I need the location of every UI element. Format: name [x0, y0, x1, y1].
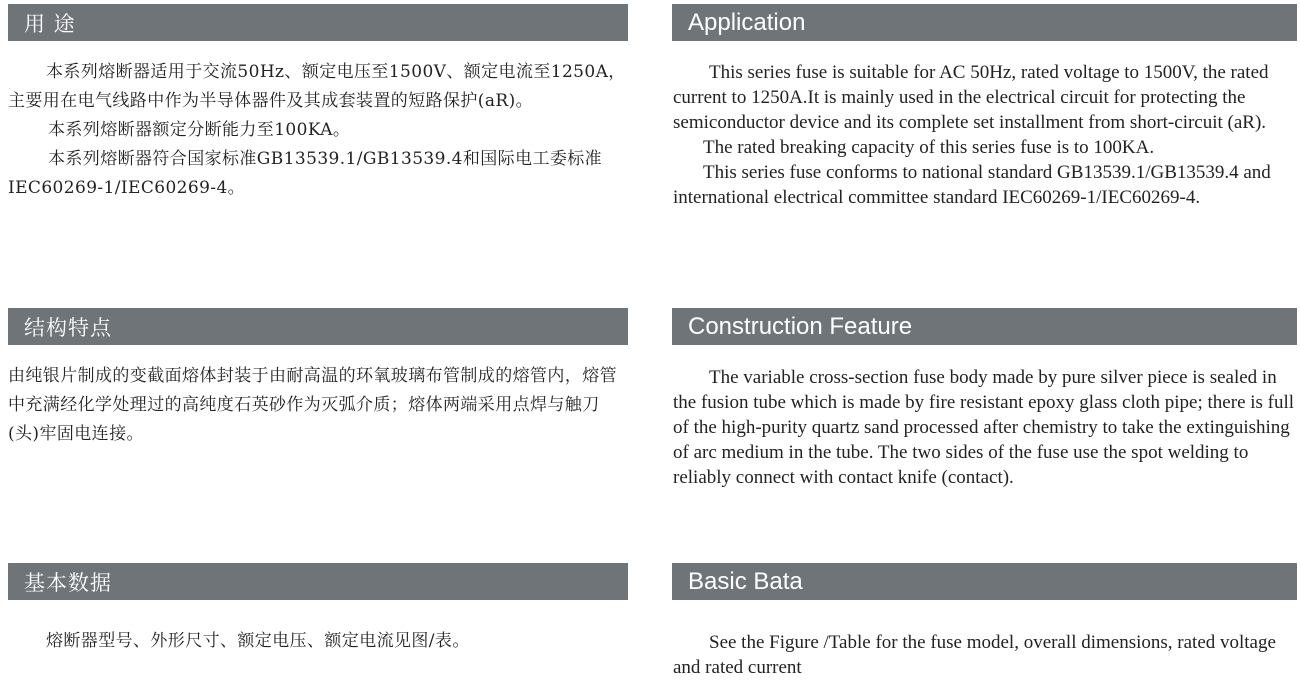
- construction-en-paragraph-1: The variable cross-section fuse body made by pure silver piece is sealed in the fusion tube which is made by fire resistant epoxy glass cloth pipe; there is full of the high-purity quartz sand processed after chemistry to take the extinguishing of arc medium in the tube. The two sides of the fuse use the spot welding to reliably connect with contact knife (contact).: [673, 367, 1295, 488]
- application-en-body: [673, 60, 1295, 210]
- construction-en-body: [673, 365, 1295, 490]
- construction-en-title: Construction Feature: [688, 312, 913, 340]
- basic-data-cn-body: [8, 627, 626, 656]
- application-cn-paragraph-2: 本系列熔断器额定分断能力至100KA。: [48, 120, 351, 140]
- application-cn-paragraph-1: 本系列熔断器适用于交流50Hz、额定电压至1500V、额定电流至1250A，主要用在电气线路中作为半导体器件及其成套装置的短路保护(aR)。: [8, 62, 626, 111]
- basic-data-en-title: Basic Bata: [688, 567, 803, 595]
- application-cn-header: [8, 4, 628, 41]
- basic-data-en-body: [673, 630, 1295, 680]
- construction-cn-title: 结构特点: [24, 315, 112, 340]
- application-en-header: [672, 4, 1297, 41]
- application-en-paragraph-2: The rated breaking capacity of this series fuse is to 100KA.: [703, 137, 1155, 158]
- basic-data-en-header: [672, 563, 1297, 600]
- basic-data-en-paragraph-1: See the Figure /Table for the fuse model, overall dimensions, rated voltage and rated current: [673, 632, 1276, 678]
- basic-data-cn-header: [8, 563, 628, 600]
- application-cn-title: 用 途: [24, 11, 76, 36]
- construction-cn-body: [8, 362, 626, 449]
- construction-cn-paragraph-1: 由纯银片制成的变截面熔体封装于由耐高温的环氧玻璃布管制成的熔管内，熔管中充满经化学处理过的高纯度石英砂作为灭弧介质；熔体两端采用点焊与触刀(头)牢固电连接。: [8, 366, 617, 444]
- application-cn-paragraph-3: 本系列熔断器符合国家标准GB13539.1/GB13539.4和国际电工委标准IEC60269-1/IEC60269-4。: [8, 149, 603, 198]
- basic-data-cn-paragraph-1: 熔断器型号、外形尺寸、额定电压、额定电流见图/表。: [46, 631, 470, 651]
- application-en-paragraph-1: This series fuse is suitable for AC 50Hz, rated voltage to 1500V, the rated current to 1250A.It is mainly used in the electrical circuit for protecting the semiconductor device and its complete set installment from short-circuit (aR).: [673, 62, 1269, 133]
- application-en-paragraph-3: This series fuse conforms to national standard GB13539.1/GB13539.4 and international electrical committee standard IEC60269-1/IEC60269-4.: [673, 162, 1271, 208]
- construction-cn-header: [8, 308, 628, 345]
- application-en-title: Application: [688, 8, 806, 36]
- basic-data-cn-title: 基本数据: [24, 570, 112, 595]
- construction-en-header: [672, 308, 1297, 345]
- application-cn-body: [8, 58, 626, 203]
